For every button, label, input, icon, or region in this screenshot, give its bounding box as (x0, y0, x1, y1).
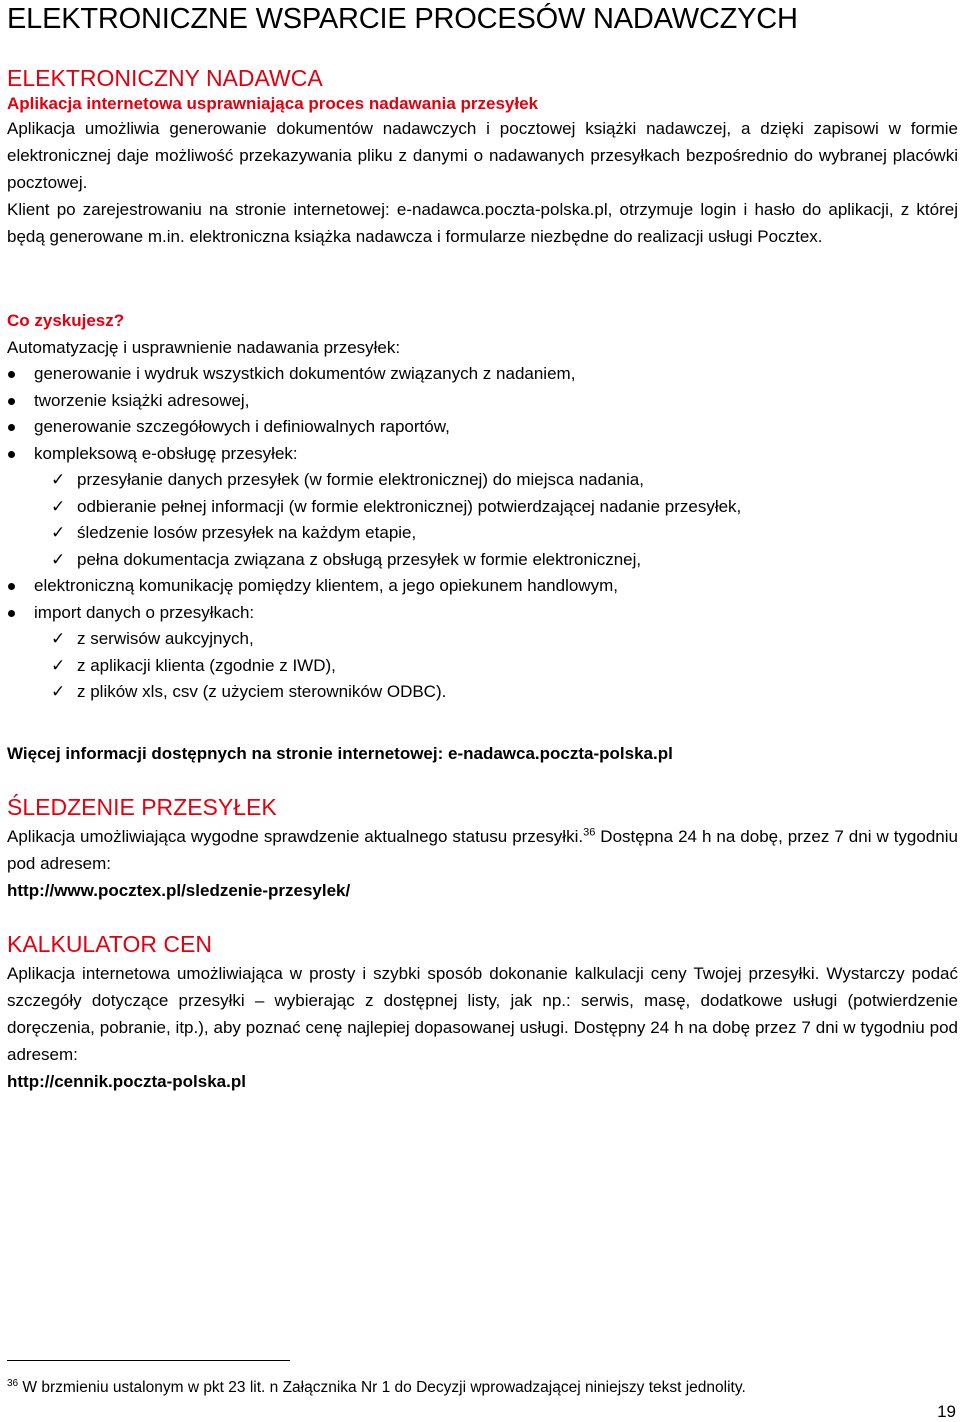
paragraph-tracking: Aplikacja umożliwiająca wygodne sprawdzenie aktualnego statusu przesyłki.$^{36}$ Dostępna 24 h na dobę, przez 7 dni w tygodniu pod adresem: (7, 826, 958, 873)
list-subitem: ✓ z serwisów aukcyjnych, (7, 626, 958, 653)
checkmark-icon: ✓ (51, 549, 66, 570)
list-subitem: ✓ odbieranie pełnej informacji (w formie elektronicznej) potwierdzającej nadanie przesyłek, (7, 494, 958, 521)
section-benefits (7, 308, 958, 706)
bullet-icon (8, 398, 15, 405)
paragraph-description: Aplikacja umożliwia generowanie dokumentów nadawczych i pocztowej książki nadawczej, a dzięki zapisowi w formie elektronicznej daje możliwość przekazywania pliku z danymi o nadawanych przesyłkach bezpośrednio do wybranej placówki pocztowej. (7, 119, 958, 192)
list-item: generowanie szczegółowych i definiowalnych raportów, (7, 414, 958, 441)
list-item: kompleksową e-obsługę przesyłek: (7, 441, 958, 468)
paragraph-registration: Klient po zarejestrowaniu na stronie internetowej: e-nadawca.poczta-polska.pl, otrzymuje login i hasło do aplikacji, z której będą generowane m.in. elektroniczna książka nadawcza i formularze niezbędne do realizacji usługi Pocztex. (7, 200, 958, 246)
more-info (7, 741, 958, 767)
bullet-icon (8, 424, 15, 431)
bullet-icon (8, 610, 15, 617)
footnote-reference[interactable]: 36 (583, 826, 596, 839)
list-subitem: ✓ pełna dokumentacja związana z obsługą przesyłek w formie elektronicznej, (7, 547, 958, 574)
list-subitem: ✓ przesyłanie danych przesyłek (w formie elektronicznej) do miejsca nadania, (7, 467, 958, 494)
checkmark-icon: ✓ (51, 496, 66, 517)
checkmark-icon: ✓ (51, 682, 66, 702)
checkmark-icon: ✓ (51, 655, 66, 676)
section-sledzenie (7, 793, 958, 904)
more-info-text: Więcej informacji dostępnych na stronie internetowej: e-nadawca.poczta-polska.pl (7, 744, 673, 763)
list-subitem: ✓ z aplikacji klienta (zgodnie z IWD), (7, 653, 958, 680)
section-heading: ELEKTRONICZNY NADAWCA (7, 65, 323, 91)
section-subheading: Aplikacja internetowa usprawniająca proces nadawania przesyłek (7, 94, 538, 113)
page-title: ELEKTRONICZNE WSPARCIE PROCESÓW NADAWCZYCH (7, 3, 798, 35)
list-subitem: ✓ z plików xls, csv (z użyciem sterowników ODBC). (7, 679, 958, 706)
section-heading: KALKULATOR CEN (7, 931, 212, 957)
calculator-url[interactable]: http://cennik.poczta-polska.pl (7, 1072, 246, 1091)
bullet-icon (8, 583, 15, 590)
bullet-icon (8, 371, 15, 378)
benefits-list (7, 361, 958, 706)
section-heading: ŚLEDZENIE PRZESYŁEK (7, 794, 277, 820)
footnote-number: 36 (7, 1377, 19, 1389)
section-kalkulator (7, 930, 958, 1095)
footnote-text: W brzmieniu ustalonym w pkt 23 lit. n Załącznika Nr 1 do Decyzji wprowadzającej niniejszy tekst jednolity. (18, 1379, 746, 1396)
list-item: elektroniczną komunikację pomiędzy klientem, a jego opiekunem handlowym, (7, 573, 958, 600)
page-number: 19 (937, 1402, 956, 1421)
list-item: generowanie i wydruk wszystkich dokumentów związanych z nadaniem, (7, 361, 958, 388)
checkmark-icon: ✓ (51, 523, 66, 543)
paragraph-calculator: Aplikacja internetowa umożliwiająca w prosty i szybki sposób dokonanie kalkulacji ceny Twojej przesyłki. Wystarczy podać szczegóły dotyczące przesyłki – wybierając z dostępnej listy, jak np.: serwis, masę, dodatkowe usługi (potwierdzenie doręczenia, pobranie, itp.), aby poznać cenę najlepiej dopasowanej usługi. Dostępny 24 h na dobę przez 7 dni w tygodniu pod adresem: (7, 964, 958, 1064)
benefits-heading: Co zyskujesz? (7, 311, 125, 330)
list-subitem: ✓ śledzenie losów przesyłek na każdym etapie, (7, 520, 958, 547)
section-elektroniczny-nadawca (7, 64, 958, 250)
bullet-icon (8, 451, 15, 458)
tracking-url[interactable]: http://www.pocztex.pl/sledzenie-przesylek/ (7, 881, 351, 900)
checkmark-icon: ✓ (51, 470, 66, 490)
checkmark-icon: ✓ (51, 629, 66, 649)
list-item: tworzenie książki adresowej, (7, 388, 958, 415)
footnote-divider (7, 1360, 290, 1361)
benefits-intro: Automatyzację i usprawnienie nadawania przesyłek: (7, 338, 401, 357)
footnote (7, 1378, 746, 1398)
list-item: import danych o przesyłkach: (7, 600, 958, 627)
